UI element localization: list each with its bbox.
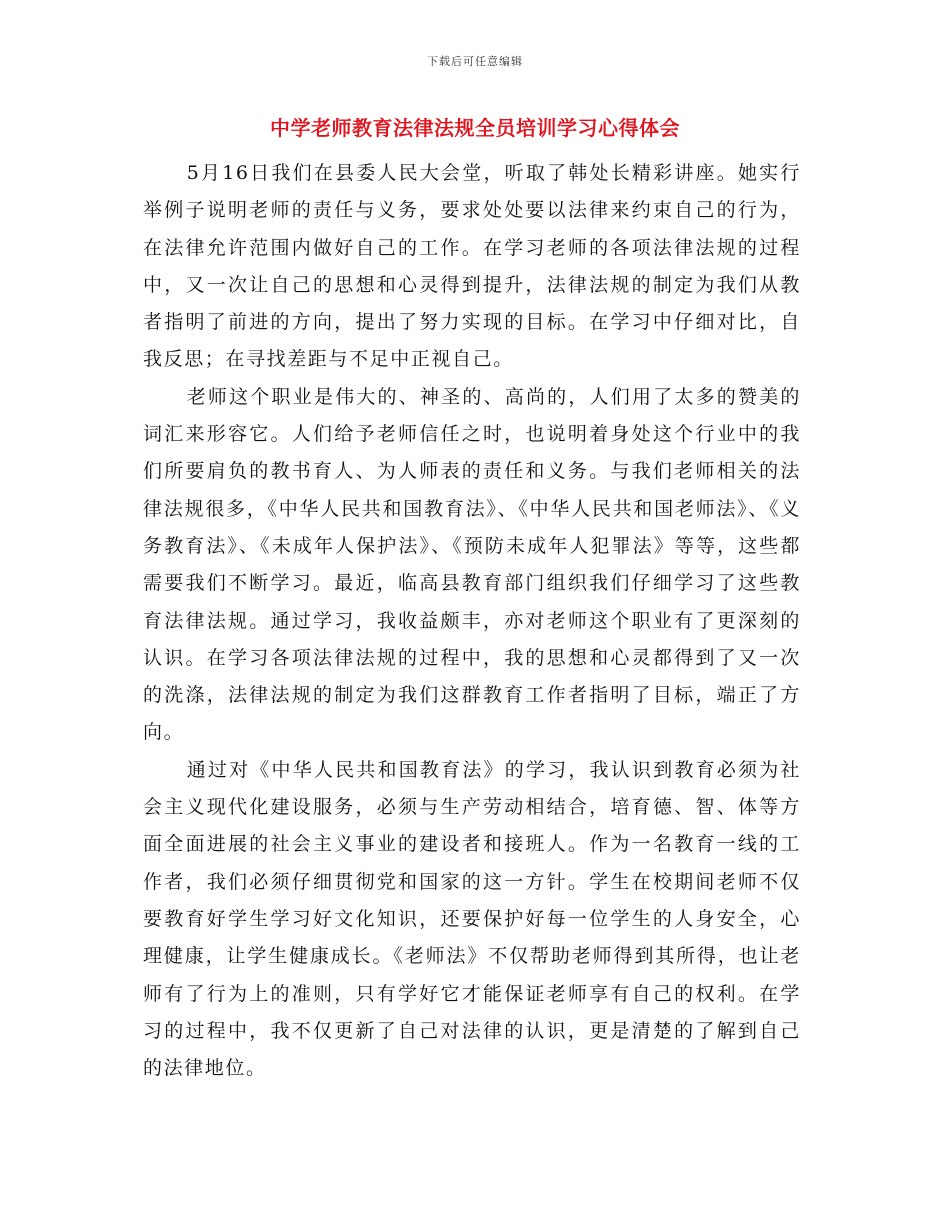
header-note: 下载后可任意编辑 xyxy=(427,55,523,68)
document-body xyxy=(143,155,801,1087)
paragraph-1: 5月16日我们在县委人民大会堂，听取了韩处长精彩讲座。她实行举例子说明老师的责任与义务，要求处处要以法律来约束自己的行为，在法律允许范围内做好自己的工作。在学习老师的各项法律法规的过程中，又一次让自己的思想和心灵得到提升，法律法规的制定为我们从教者指明了前进的方向，提出了努力实现的目标。在学习中仔细对比，自我反思；在寻找差距与不足中正视自己。 xyxy=(143,162,801,371)
paragraph-2: 老师这个职业是伟大的、神圣的、高尚的，人们用了太多的赞美的词汇来形容它。人们给予老师信任之时，也说明着身处这个行业中的我们所要肩负的教书育人、为人师表的责任和义务。与我们老师相关的法律法规很多，《中华人民共和国教育法》、《中华人民共和国老师法》、《义务教育法》、《未成年人保护法》、《预防未成年人犯罪法》等等，这些都需要我们不断学习。最近，临高县教育部门组织我们仔细学习了这些教育法律法规。通过学习，我收益颇丰，亦对老师这个职业有了更深刻的认识。在学习各项法律法规的过程中，我的思想和心灵都得到了又一次的洗涤，法律法规的制定为我们这群教育工作者指明了目标，端正了方向。 xyxy=(143,385,801,744)
paragraph-3: 通过对《中华人民共和国教育法》的学习，我认识到教育必须为社会主义现代化建设服务，必须与生产劳动相结合，培育德、智、体等方面全面进展的社会主义事业的建设者和接班人。作为一名教育一线的工作者，我们必须仔细贯彻党和国家的这一方针。学生在校期间老师不仅要教育好学生学习好文化知识，还要保护好每一位学生的人身安全，心理健康，让学生健康成长。《老师法》不仅帮助老师得到其所得，也让老师有了行为上的准则，只有学好它才能保证老师享有自己的权利。在学习的过程中，我不仅更新了自己对法律的认识，更是清楚的了解到自己的法律地位。 xyxy=(143,758,801,1080)
document-title: 中学老师教育法律法规全员培训学习心得体会 xyxy=(270,116,680,140)
